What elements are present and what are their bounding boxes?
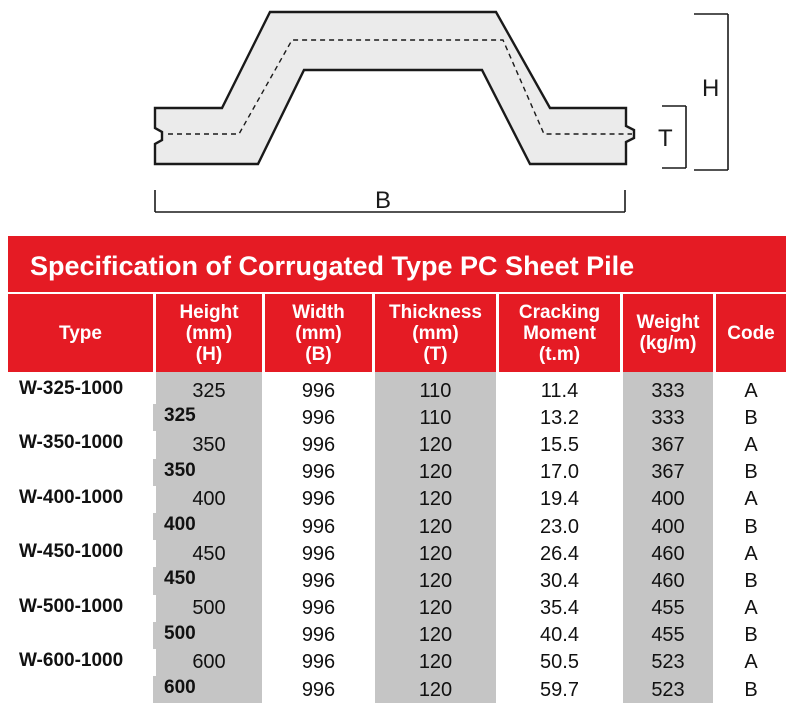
thickness-cell: 120 [372,540,496,567]
column-header-line: Type [59,322,102,344]
width-cell: 996 [262,486,372,513]
table-row [8,431,786,458]
type-cell: W-350-1000 [19,432,124,454]
cracking-moment-cell: 26.4 [496,540,620,567]
cracking-moment-cell: 35.4 [496,595,620,622]
thickness-cell: 120 [372,595,496,622]
width-cell: 996 [262,676,372,703]
weight-cell: 460 [620,540,713,567]
weight-cell: 523 [620,649,713,676]
type-cell: W-500-1000 [19,595,124,617]
cracking-moment-cell: 23.0 [496,513,620,540]
code-cell: B [713,622,786,649]
table-row [8,540,786,567]
column-header-width [262,294,372,372]
height-cell: 600 [153,649,262,676]
code-cell: A [713,649,786,676]
height-cell: 450 [153,540,262,567]
table-row [8,377,786,404]
thickness-cell: 120 [372,459,496,486]
column-header-line: (mm) [295,322,342,344]
column-header-line: (mm) [185,322,233,344]
height-cell: 500 [153,595,262,622]
code-cell: A [713,486,786,513]
column-header-line: Code [727,322,775,344]
type-cell: W-450-1000 [19,541,124,563]
width-cell: 996 [262,567,372,594]
height-cell: 600 [153,676,262,703]
cracking-moment-cell: 17.0 [496,459,620,486]
weight-cell: 460 [620,567,713,594]
table-title: Specification of Corrugated Type PC Sheet Pile [8,236,786,292]
column-header-thickness [372,294,496,372]
width-cell: 996 [262,513,372,540]
height-cell: 350 [153,431,262,458]
code-cell: A [713,595,786,622]
width-cell: 996 [262,649,372,676]
height-cell: 350 [153,459,262,486]
thickness-cell: 120 [372,622,496,649]
type-cell: W-325-1000 [19,378,124,399]
height-cell: 400 [153,486,262,513]
thickness-cell: 120 [372,567,496,594]
cracking-moment-cell: 15.5 [496,431,620,458]
cracking-moment-cell: 11.4 [496,377,620,404]
table-row [8,649,786,676]
cracking-moment-cell: 50.5 [496,649,620,676]
spec-table [8,294,786,703]
height-cell: 325 [153,377,262,404]
thickness-cell: 110 [372,377,496,404]
cracking-moment-cell: 30.4 [496,567,620,594]
height-cell: 450 [153,567,262,594]
column-header-line: Thickness [389,301,482,323]
column-header-line: Cracking [518,301,601,323]
thickness-cell: 120 [372,431,496,458]
code-cell: B [713,513,786,540]
weight-cell: 400 [620,513,713,540]
weight-cell: 367 [620,459,713,486]
cracking-moment-cell: 19.4 [496,486,620,513]
width-cell: 996 [262,595,372,622]
column-header-cracking-moment [496,294,620,372]
code-cell: A [713,377,786,404]
weight-cell: 367 [620,431,713,458]
height-cell: 325 [153,404,262,431]
column-header-line: (t.m) [538,343,581,365]
type-cell: W-600-1000 [19,649,124,671]
cracking-moment-cell: 13.2 [496,404,620,431]
weight-cell: 455 [620,622,713,649]
column-header-line: (T) [423,343,448,365]
table-row [8,486,786,513]
dimension-label-b: B [375,187,392,214]
code-cell: B [713,676,786,703]
column-header-weight [620,294,713,372]
column-header-line: (B) [305,343,332,365]
column-header-line: Moment [523,322,596,344]
column-header-line: (kg/m) [639,333,697,354]
code-cell: B [713,459,786,486]
dimension-label-t: T [658,125,673,152]
column-header-type [8,294,153,372]
weight-cell: 523 [620,676,713,703]
width-cell: 996 [262,377,372,404]
sheet-pile-profile-diagram [0,0,794,230]
thickness-cell: 120 [372,513,496,540]
table-body [8,372,786,703]
code-cell: B [713,404,786,431]
table-row [8,595,786,622]
type-cell: W-400-1000 [19,486,124,508]
code-cell: A [713,540,786,567]
column-header-line: (H) [195,343,223,365]
cracking-moment-cell: 40.4 [496,622,620,649]
column-header-line: Width [292,301,345,323]
column-header-line: Height [179,301,239,323]
column-header-code [713,294,786,372]
thickness-cell: 120 [372,486,496,513]
weight-cell: 333 [620,404,713,431]
table-header-row [8,294,786,372]
thickness-cell: 110 [372,404,496,431]
width-cell: 996 [262,404,372,431]
weight-cell: 400 [620,486,713,513]
dimension-label-h: H [702,75,720,102]
height-cell: 400 [153,513,262,540]
width-cell: 996 [262,459,372,486]
cracking-moment-cell: 59.7 [496,676,620,703]
column-header-line: (mm) [412,322,459,344]
column-header-height [153,294,262,372]
width-cell: 996 [262,431,372,458]
height-cell: 500 [153,622,262,649]
code-cell: B [713,567,786,594]
sheet-pile-cross-section [155,12,634,164]
thickness-cell: 120 [372,676,496,703]
column-header-line: Weight [636,312,700,333]
weight-cell: 333 [620,377,713,404]
width-cell: 996 [262,622,372,649]
code-cell: A [713,431,786,458]
weight-cell: 455 [620,595,713,622]
thickness-cell: 120 [372,649,496,676]
width-cell: 996 [262,540,372,567]
